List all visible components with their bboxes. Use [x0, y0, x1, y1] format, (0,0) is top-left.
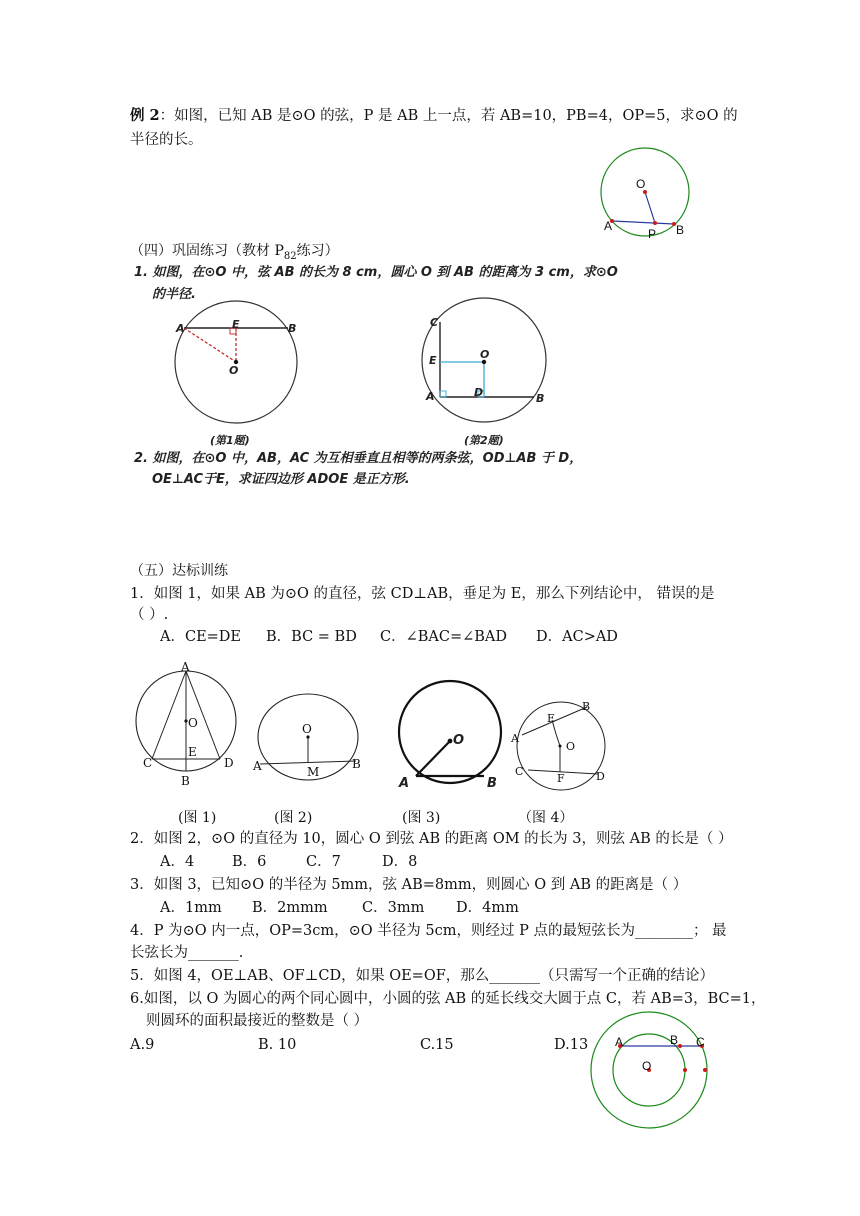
ex2-label-b: B — [676, 223, 685, 237]
section5-q6-line2: 则圆环的面积最接近的整数是（ ） — [146, 1013, 369, 1029]
ex-fig2-label-c: C — [430, 316, 439, 329]
figure-3 — [394, 680, 504, 790]
fig1-label-a: A — [181, 660, 190, 674]
fig4-label-f: F — [557, 772, 565, 785]
section5-q3-opt-c: C．3mm — [362, 900, 425, 916]
caption-fig2: (图 2) — [274, 810, 313, 826]
section4-title: （四）巩固练习（教材 $P_{82}$练习） — [130, 243, 339, 262]
section5-q6-line1: 6.如图，以 O 为圆心的两个同心圆中，小圆的弦 AB 的延长线交大圆于点 C，若 AB=3，BC=1， — [130, 991, 766, 1007]
section4-q1-line1: 1. 如图，在⊙O 中，弦 AB 的长为 8 cm，圆心 O 到 AB 的距离为 3 cm，求⊙O — [134, 265, 618, 280]
radius-oa — [416, 741, 450, 776]
example2-line1: 例 2：如图，已知 AB 是⊙O 的弦，P 是 AB 上一点，若 AB=10，PB=4，OP=5，求⊙O 的 — [130, 107, 738, 124]
figure-6 — [588, 1030, 718, 1160]
fig4-label-d: D — [596, 770, 605, 783]
ex-fig1-caption: (第1题) — [210, 434, 250, 447]
section5-q1-opt-d: D．AC>AD — [536, 629, 618, 645]
caption-fig1: (图 1) — [178, 810, 217, 826]
fig2-label-o: O — [302, 722, 312, 736]
ex-fig2-label-b: B — [536, 392, 545, 405]
section5-q2-opt-a: A．4 — [160, 854, 195, 870]
ex-fig1-label-o: O — [229, 364, 239, 377]
fig4-label-c: C — [515, 765, 524, 778]
fig1-label-b: B — [181, 774, 190, 788]
ex2-label-o: O — [636, 177, 646, 191]
section5-q1-opt-b: B．BC = BD — [266, 629, 357, 645]
fig2-label-b: B — [352, 757, 361, 771]
exercise-figure-2 — [420, 308, 560, 428]
fig4-label-o: O — [566, 740, 576, 753]
section5-q6-opt-c: C.15 — [420, 1037, 454, 1053]
fig4-label-e: E — [547, 712, 556, 725]
fig1-label-o: O — [188, 716, 198, 730]
section5-q2-opt-b: B．6 — [232, 854, 267, 870]
segment-oa — [184, 328, 236, 362]
ex-fig2-caption: (第2题) — [464, 434, 504, 447]
section5-title: （五）达标训练 — [130, 563, 228, 579]
ex-fig2-label-o: O — [480, 348, 490, 361]
ex2-label-a: A — [604, 219, 613, 233]
fig4-label-a: A — [511, 732, 519, 745]
fig6-label-a: A — [615, 1035, 624, 1049]
section5-q3-line: 3．如图 3，已知⊙O 的半径为 5mm，弦 AB=8mm，则圆心 O 到 AB 的距离是（ ） — [130, 877, 688, 893]
ex-fig2-label-e: E — [429, 354, 437, 367]
fig6-label-o: O — [642, 1059, 652, 1073]
section5-q2-opt-c: C．7 — [306, 854, 341, 870]
fig3-label-o: O — [453, 733, 465, 748]
section5-q4-line2: 长弦长为_______. — [130, 945, 244, 961]
segment-op — [645, 192, 655, 223]
fig2-label-a: A — [253, 759, 262, 773]
section5-q6-opt-d: D.13 — [554, 1037, 589, 1053]
fig4-label-b: B — [582, 700, 591, 713]
section5-q1-line1: 1．如图 1，如果 AB 为⊙O 的直径，弦 CD⊥AB，垂足为 E，那么下列结论中， 错误的是 — [130, 586, 715, 602]
section5-q4-line1: 4．P 为⊙O 内一点，OP=3cm，⊙O 半径为 5cm，则经过 P 点的最短弦长为________； 最 — [130, 923, 727, 939]
point-p — [653, 221, 657, 225]
section5-q3-opt-a: A．1mm — [160, 900, 222, 916]
section4-q2-line2: OE⊥AC于E，求证四边形 ADOE 是正方形. — [152, 472, 410, 487]
ex-fig2-label-a: A — [426, 390, 435, 403]
ex-fig1-label-b: B — [288, 322, 297, 335]
fig3-label-a: A — [399, 776, 410, 791]
chord-ac — [152, 671, 186, 759]
ex-fig1-label-a: A — [176, 322, 185, 335]
section5-q6-opt-b: B. 10 — [258, 1037, 297, 1053]
section5-q3-opt-d: D．4mm — [456, 900, 519, 916]
example2-head: 例 2 — [130, 107, 160, 124]
fig1-label-c: C — [143, 756, 153, 770]
ex-fig1-label-e: E — [232, 318, 240, 331]
fig2-label-m: M — [307, 765, 320, 779]
section5-q1-line2: （ ）. — [130, 607, 169, 623]
section4-q1-line2: 的半径. — [152, 287, 196, 302]
caption-fig3: (图 3) — [402, 810, 441, 826]
caption-fig4: （图 4） — [518, 810, 574, 826]
fig1-label-e: E — [188, 745, 197, 759]
section5-q5-line: 5．如图 4，OE⊥AB、OF⊥CD，如果 OE=OF，那么_______（只需写一个正确的结论） — [130, 968, 715, 984]
section5-q2-line: 2．如图 2，⊙O 的直径为 10，圆心 O 到弦 AB 的距离 OM 的长为 3，则弦 AB 的长是（ ） — [130, 831, 733, 847]
fig6-label-c: C — [696, 1035, 705, 1049]
example2-line2: 半径的长。 — [130, 132, 203, 148]
section4-q2-line1: 2. 如图，在⊙O 中，AB，AC 为互相垂直且相等的两条弦，OD⊥AB 于 D， — [134, 451, 583, 466]
section5-q2-opt-d: D．8 — [382, 854, 418, 870]
section5-q1-opt-c: C．∠BAC=∠BAD — [380, 629, 508, 645]
section5-q6-opt-a: A.9 — [130, 1037, 155, 1053]
ex-fig2-label-d: D — [474, 386, 484, 399]
chord-ab — [612, 221, 674, 224]
fig1-label-d: D — [224, 756, 234, 770]
section5-q3-opt-b: B．2mmm — [252, 900, 328, 916]
fig6-label-b: B — [670, 1033, 679, 1047]
section5-q1-opt-a: A．CE=DE — [160, 629, 242, 645]
ex2-label-p: P — [648, 227, 657, 241]
fig3-label-b: B — [487, 776, 497, 791]
